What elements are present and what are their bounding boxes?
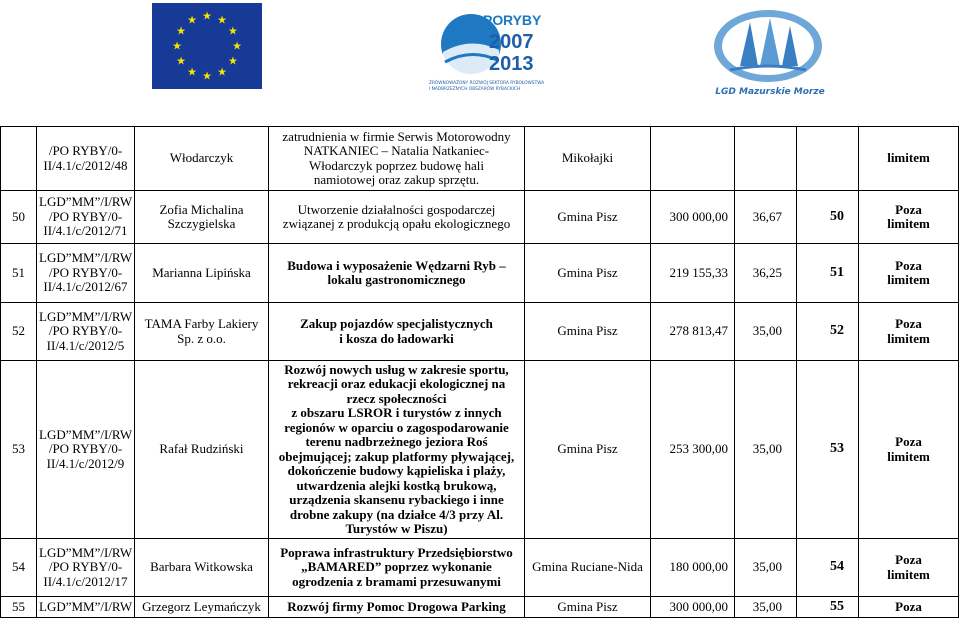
eu-star-icon: ★ xyxy=(187,13,197,27)
text-line: Rozwój nowych usług w zakresie sportu, xyxy=(284,361,509,377)
eu-star-icon: ★ xyxy=(232,39,242,53)
application-number-cell xyxy=(37,361,135,539)
position-cell: 54 xyxy=(797,539,859,597)
text-line: z obszaru LSROR i turystów z innych xyxy=(291,405,502,420)
application-number-cell xyxy=(37,597,135,618)
text-line: Poza xyxy=(895,257,922,273)
text-line: Poza xyxy=(895,201,922,217)
text-line: Rozwój firmy Pomoc Drogowa Parking xyxy=(287,598,506,614)
po-ryby-logo-ryby: RYBY xyxy=(503,12,542,28)
position-cell: 55 xyxy=(797,597,859,618)
text-line: Zofia Michalina xyxy=(159,201,244,217)
amount-cell: 300 000,00 xyxy=(651,191,735,244)
text-line: zatrudnienia w firmie Serwis Motorowodny xyxy=(282,128,511,144)
row-number: 50 xyxy=(1,191,37,244)
percent-cell: 35,00 xyxy=(735,597,797,618)
text-line: Grzegorz Leymańczyk xyxy=(142,598,261,614)
row-number: 51 xyxy=(1,244,37,303)
operation-title-cell xyxy=(269,303,525,361)
status-cell xyxy=(859,191,959,244)
operation-title-cell xyxy=(269,127,525,191)
text-line: TAMA Farby Lakiery xyxy=(144,316,259,331)
po-ryby-logo xyxy=(425,4,555,96)
operation-title-cell xyxy=(269,244,525,303)
eu-star-icon: ★ xyxy=(228,54,238,68)
text-line: Sp. z o.o. xyxy=(177,330,226,346)
eu-star-icon: ★ xyxy=(217,65,227,79)
text-line: /PO RYBY/0- xyxy=(48,264,123,280)
text-line: ogrodzenia z bramami przesuwanymi xyxy=(292,573,501,589)
text-line: Marianna Lipińska xyxy=(152,264,251,280)
text-line: rzecz społeczności xyxy=(346,390,447,406)
eu-star-icon: ★ xyxy=(202,69,212,83)
percent-cell: 35,00 xyxy=(735,303,797,361)
text-line: /PO RYBY/0- xyxy=(48,208,123,224)
text-line: Włodarczyk poprzez budowę hali xyxy=(308,157,485,173)
amount-cell: 219 155,33 xyxy=(651,244,735,303)
text-line: związanej z produkcją opału ekologicznego xyxy=(282,216,511,231)
table-row xyxy=(1,303,959,361)
eu-star-icon: ★ xyxy=(228,24,238,38)
percent-cell: 36,67 xyxy=(735,191,797,244)
district-cell: Gmina Pisz xyxy=(525,361,651,539)
amount-cell: 278 813,47 xyxy=(651,303,735,361)
text-line: LGD”MM”/I/RW xyxy=(39,426,133,442)
text-line: LGD”MM”/I/RW xyxy=(39,544,133,560)
text-line: limitem xyxy=(887,566,930,582)
text-line: dokończenie budowy kąpieliska i plaży, xyxy=(287,463,506,478)
operation-title-cell xyxy=(269,361,525,539)
text-line: Utworzenie działalności gospodarczej xyxy=(297,201,496,217)
applicant-cell xyxy=(135,191,269,244)
text-line: Poprawa infrastruktury Przedsiębiorstwo xyxy=(280,544,513,560)
text-line: Poza xyxy=(895,598,922,614)
text-line: II/4.1/c/2012/9 xyxy=(46,455,125,471)
district-cell: Gmina Pisz xyxy=(525,303,651,361)
po-ryby-logo-2013: 2013 xyxy=(489,53,534,75)
text-line: urządzenia skansenu rybackiego i inne xyxy=(289,492,504,507)
applicant-cell xyxy=(135,539,269,597)
text-line: obejmującej; zakup platformy pływającej, xyxy=(278,448,515,464)
text-line: Turystów w Piszu) xyxy=(345,521,448,536)
page-header xyxy=(0,0,960,102)
status-cell xyxy=(859,303,959,361)
text-line: NATKANIEC – Natalia Natkaniec- xyxy=(303,143,490,158)
po-ryby-caption-2: I NADBRZEŻNYCH OBSZARÓW RYBACKICH xyxy=(429,87,521,92)
row-number: 55 xyxy=(1,597,37,618)
district-cell: Mikołajki xyxy=(525,127,651,191)
eu-star-icon: ★ xyxy=(176,54,186,68)
amount-cell xyxy=(651,127,735,191)
text-line: regionów w oparciu o zagospodarowanie xyxy=(284,419,509,435)
amount-cell: 180 000,00 xyxy=(651,539,735,597)
percent-cell xyxy=(735,127,797,191)
status-cell xyxy=(859,244,959,303)
text-line: LGD”MM”/I/RW xyxy=(39,308,133,324)
po-ryby-logo-po: PO xyxy=(483,12,504,28)
district-cell: Gmina Ruciane-Nida xyxy=(525,539,651,597)
text-line: LGD”MM”/I/RW xyxy=(39,194,133,210)
text-line: II/4.1/c/2012/17 xyxy=(43,573,128,589)
text-line: limitem xyxy=(887,216,930,231)
table-row xyxy=(1,244,959,303)
district-cell: Gmina Pisz xyxy=(525,191,651,244)
po-ryby-logo-2007: 2007 xyxy=(489,31,534,53)
status-cell xyxy=(859,539,959,597)
eu-flag-logo xyxy=(152,3,262,89)
text-line: /PO RYBY/0- xyxy=(48,323,123,339)
po-ryby-caption-1: ZRÓWNOWAŻONY ROZWÓJ SEKTORA RYBOŁÓWSTWA xyxy=(429,81,545,86)
text-line: /PO RYBY/0- xyxy=(48,441,123,457)
applicant-cell xyxy=(135,597,269,618)
lgd-logo-text: LGD Mazurskie Morze xyxy=(715,87,825,97)
text-line: Barbara Witkowska xyxy=(150,559,253,575)
text-line: limitem xyxy=(887,150,930,166)
status-cell xyxy=(859,597,959,618)
applicant-cell xyxy=(135,303,269,361)
eu-star-icon: ★ xyxy=(217,13,227,27)
table-row xyxy=(1,127,959,191)
applicant-cell xyxy=(135,244,269,303)
eu-star-icon: ★ xyxy=(187,65,197,79)
table-row xyxy=(1,597,959,618)
text-line: limitem xyxy=(887,448,930,464)
table-row xyxy=(1,539,959,597)
text-line: /PO RYBY/0- xyxy=(48,559,123,575)
text-line: Szczygielska xyxy=(167,216,236,231)
amount-cell: 300 000,00 xyxy=(651,597,735,618)
text-line: Włodarczyk xyxy=(169,150,234,166)
status-cell xyxy=(859,361,959,539)
position-cell: 51 xyxy=(797,244,859,303)
text-line: namiotowej oraz zakup sprzętu. xyxy=(313,172,480,187)
results-table xyxy=(0,126,959,618)
eu-star-icon: ★ xyxy=(176,24,186,38)
applicant-cell xyxy=(135,127,269,191)
district-cell: Gmina Pisz xyxy=(525,244,651,303)
text-line: rekreacji oraz edukacji ekologicznej na xyxy=(287,376,506,391)
applicant-cell xyxy=(135,361,269,539)
text-line: Poza xyxy=(895,434,922,449)
application-number-cell xyxy=(37,303,135,361)
text-line: i kosza do ładowarki xyxy=(339,330,454,346)
text-line: Poza xyxy=(895,552,922,567)
row-number xyxy=(1,127,37,191)
position-cell: 53 xyxy=(797,361,859,539)
text-line: LGD”MM”/I/RW xyxy=(39,250,133,266)
text-line: /PO RYBY/0- xyxy=(48,143,123,158)
text-line: Poza xyxy=(895,316,922,331)
percent-cell: 35,00 xyxy=(735,539,797,597)
table-row xyxy=(1,361,959,539)
status-cell xyxy=(859,127,959,191)
text-line: terenu nadbrzeżnego jeziora Roś xyxy=(305,434,488,449)
application-number-cell xyxy=(37,127,135,191)
text-line: LGD”MM”/I/RW xyxy=(39,598,133,614)
position-cell: 52 xyxy=(797,303,859,361)
table-row xyxy=(1,191,959,244)
text-line: II/4.1/c/2012/71 xyxy=(43,223,128,239)
percent-cell: 35,00 xyxy=(735,361,797,539)
text-line: drobne zakupy (na działce 4/3 przy Al. xyxy=(289,506,504,522)
operation-title-cell xyxy=(269,539,525,597)
row-number: 54 xyxy=(1,539,37,597)
text-line: II/4.1/c/2012/67 xyxy=(43,279,128,295)
eu-star-icon: ★ xyxy=(202,9,212,23)
position-cell: 50 xyxy=(797,191,859,244)
text-line: utwardzenia alejki kostką brukową, xyxy=(296,477,497,493)
application-number-cell xyxy=(37,244,135,303)
text-line: limitem xyxy=(887,330,930,346)
application-number-cell xyxy=(37,191,135,244)
district-cell: Gmina Pisz xyxy=(525,597,651,618)
eu-star-icon: ★ xyxy=(172,39,182,53)
application-number-cell xyxy=(37,539,135,597)
text-line: limitem xyxy=(887,272,930,287)
operation-title-cell xyxy=(269,597,525,618)
position-cell xyxy=(797,127,859,191)
amount-cell: 253 300,00 xyxy=(651,361,735,539)
text-line: II/4.1/c/2012/48 xyxy=(43,157,128,173)
text-line: Budowa i wyposażenie Wędzarni Ryb – xyxy=(287,257,506,273)
row-number: 52 xyxy=(1,303,37,361)
percent-cell: 36,25 xyxy=(735,244,797,303)
text-line: „BAMARED” poprzez wykonanie xyxy=(301,559,492,575)
text-line: Zakup pojazdów specjalistycznych xyxy=(300,316,493,331)
text-line: lokalu gastronomicznego xyxy=(327,272,466,287)
row-number: 53 xyxy=(1,361,37,539)
operation-title-cell xyxy=(269,191,525,244)
text-line: Rafał Rudziński xyxy=(159,441,244,457)
lgd-mazurskie-morze-logo xyxy=(700,4,840,99)
text-line: II/4.1/c/2012/5 xyxy=(46,337,125,353)
